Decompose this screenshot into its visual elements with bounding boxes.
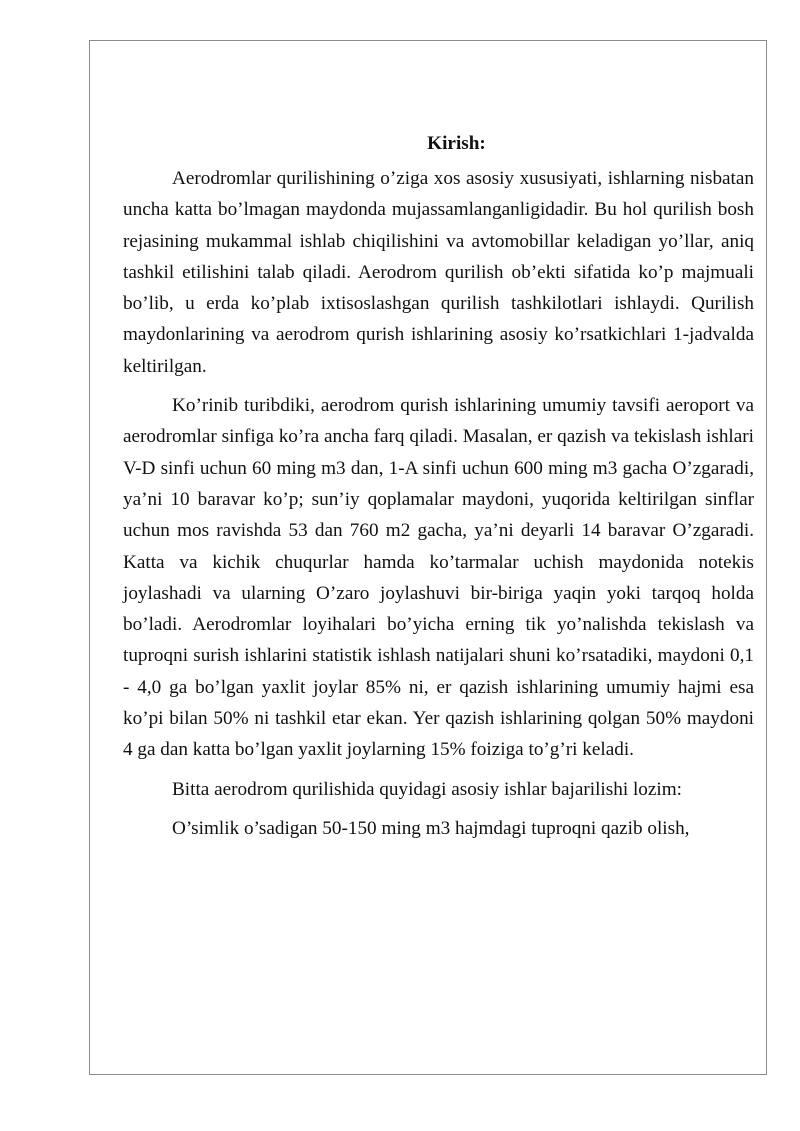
section-title: Kirish: — [427, 133, 486, 154]
paragraph-first-work: O’simlik o’sadigan 50-150 ming m3 hajmdagi tuproqni qazib olish, — [172, 817, 690, 839]
document-body — [123, 128, 754, 844]
paragraph-intro: Aerodromlar qurilishining o’ziga xos asosiy xususiyati, ishlarning nisbatan uncha katta bo’lmagan maydonda mujassamlanganligidadir. Bu hol qurilish bosh rejasining mukammal ishlab chiqilishini va avtomobillar keladigan yo’llar, aniq tashkil etilishini talab qiladi. Aerodrom qurilish ob’ekti sifatida ko’p majmuali bo’lib, u erda ko’plab ixtisoslashgan qurilish tashkilotlari ishlaydi. Qurilish maydonlarining va aerodrom qurish ishlarining asosiy ko’rsatkichlari 1-jadvalda keltirilgan. — [123, 168, 754, 377]
paragraph-works-intro: Bitta aerodrom qurilishida quyidagi asosiy ishlar bajarilishi lozim: — [172, 778, 682, 800]
paragraph-comparison: Ko’rinib turibdiki, aerodrom qurish ishlarining umumiy tavsifi aeroport va aerodromlar sinfiga ko’ra ancha farq qiladi. Masalan, er qazish va tekislash ishlari V-D sinfi uchun 60 ming m3 dan, 1-A sinfi uchun 600 ming m3 gacha O’zgaradi, ya’ni 10 baravar ko’p; sun’iy qoplamalar maydoni, yuqorida keltirilgan sinflar uchun mos ravishda 53 dan 760 m2 gacha, ya’ni deyarli 14 baravar O’zgaradi. Katta va kichik chuqurlar hamda ko’tarmalar uchish maydonida notekis joylashadi va ularning O’zaro joylashuvi bir-biriga yaqin yoki tarqoq holda bo’ladi. Aerodromlar loyihalari bo’yicha erning tik yo’nalishda tekislash va tuproqni surish ishlarini statistik ishlash natijalari shuni ko’rsatadiki, maydoni 0,1 - 4,0 ga bo’lgan yaxlit joylar 85% ni, er qazish ishlarining umumiy hajmi esa ko’pi bilan 50% ni tashkil etar ekan. Yer qazish ishlarining qolgan 50% maydoni 4 ga dan katta bo’lgan yaxlit joylarning 15% foiziga to’g’ri keladi. — [123, 395, 754, 761]
